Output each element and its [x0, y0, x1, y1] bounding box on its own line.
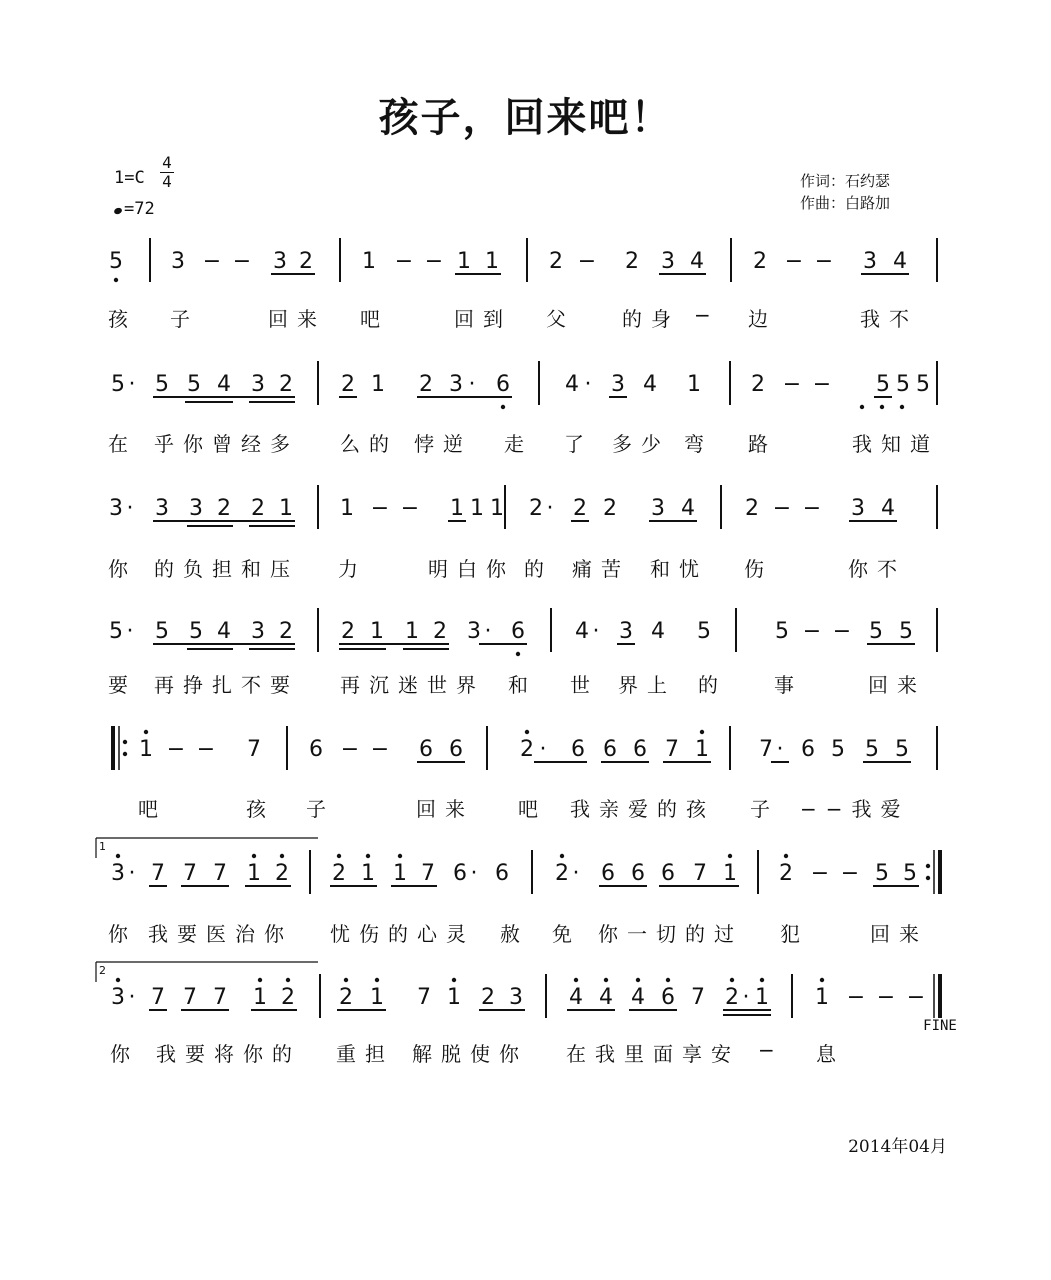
high-octave-dot — [730, 978, 734, 982]
lyric-syllables: 走 — [504, 432, 533, 456]
note-symbol: 7 — [691, 985, 705, 1010]
high-octave-dot — [636, 978, 640, 982]
volta-number: 1 — [99, 840, 106, 853]
lyric-syllables: 我不 — [860, 307, 918, 331]
lyric-syllables: 我亲爱的孩 — [570, 797, 715, 821]
note-symbol: 3 — [189, 496, 203, 521]
note-symbol: 1 — [687, 372, 701, 397]
note-symbol: 2 — [725, 985, 739, 1010]
note-symbol: 1 — [393, 861, 407, 886]
composer-credit: 作曲：白路加 — [800, 194, 891, 212]
dash-mark: − — [424, 249, 444, 274]
note-symbol: 1 — [695, 737, 709, 762]
note-symbol: 6 — [496, 372, 510, 397]
augmentation-dot: · — [128, 372, 136, 397]
note-symbol: 2 — [751, 372, 765, 397]
note-symbol: 6 — [495, 861, 509, 886]
lyric-syllables: 父 — [546, 307, 575, 331]
lyric-syllables: 我要将你的 — [156, 1042, 301, 1066]
lyric-syllables: 边 — [748, 307, 777, 331]
note-symbol: 2 — [281, 985, 295, 1010]
note-symbol: 4 — [599, 985, 613, 1010]
note-symbol: 5 — [869, 619, 883, 644]
high-octave-dot — [280, 854, 284, 858]
lyric-syllables: 解脱使你 — [412, 1042, 528, 1066]
note-symbol: 5 — [916, 372, 930, 397]
lyric-syllables: 我知道 — [852, 432, 939, 456]
note-symbol: 1 — [362, 249, 376, 274]
high-octave-dot — [784, 854, 788, 858]
song-title: 孩子，回来吧！ — [378, 95, 673, 141]
lyricist-credit: 作词：石约瑟 — [800, 172, 891, 190]
note-symbol: 3 — [273, 249, 287, 274]
note-symbol: 1 — [815, 985, 829, 1010]
lyric-syllables: 路 — [748, 432, 777, 456]
time-signature-bottom: 4 — [162, 172, 172, 191]
note-symbol: 5 — [697, 619, 711, 644]
fine-marking: FINE — [923, 1018, 957, 1034]
composition-date: 2014年04月 — [848, 1137, 947, 1157]
repeat-dot — [123, 740, 127, 744]
augmentation-dot: · — [584, 372, 592, 397]
lyric-syllables: 重担 — [336, 1042, 394, 1066]
dash-mark: − — [812, 372, 832, 397]
lyric-syllables: 悖逆 — [414, 432, 472, 456]
note-symbol: 5 — [903, 861, 917, 886]
high-octave-dot — [252, 854, 256, 858]
note-symbol: 6 — [631, 861, 645, 886]
augmentation-dot: · — [128, 985, 136, 1010]
note-symbol: 6 — [801, 737, 815, 762]
note-symbol: 3 — [111, 861, 125, 886]
note-symbol: 2 — [555, 861, 569, 886]
key-signature: 1=C — [114, 168, 145, 188]
dash-mark: − — [772, 496, 792, 521]
note-symbol: 1 — [253, 985, 267, 1010]
high-octave-dot — [604, 978, 608, 982]
note-symbol: 6 — [601, 861, 615, 886]
repeat-dot — [926, 876, 930, 880]
dash-mark: − — [370, 737, 390, 762]
high-octave-dot — [820, 978, 824, 982]
augmentation-dot: · — [742, 985, 750, 1010]
note-symbol: 1 — [405, 619, 419, 644]
note-symbol: 6 — [453, 861, 467, 886]
lyric-syllables: 忧伤的心灵 — [330, 922, 475, 946]
lyric-syllables: 回到 — [454, 307, 512, 331]
high-octave-dot — [375, 978, 379, 982]
volta-number: 2 — [99, 964, 106, 977]
lyric-syllables: 你 — [108, 557, 137, 581]
augmentation-dot: · — [546, 496, 554, 521]
note-symbol: 1 — [450, 496, 464, 521]
dash-mark: − — [370, 496, 390, 521]
note-symbol: 7 — [665, 737, 679, 762]
high-octave-dot — [116, 854, 120, 858]
dash-mark: − — [810, 861, 830, 886]
note-symbol: 2 — [339, 985, 353, 1010]
lyric-syllables: 回来 — [868, 673, 926, 697]
lyric-syllables: 子 — [170, 307, 199, 331]
note-symbol: 2 — [573, 496, 587, 521]
note-symbol: 3 — [111, 985, 125, 1010]
note-symbol: 7 — [213, 985, 227, 1010]
note-symbol: 4 — [631, 985, 645, 1010]
note-symbol: 3 — [467, 619, 481, 644]
note-symbol: 2 — [251, 496, 265, 521]
dash-mark: − — [814, 249, 834, 274]
note-symbol: 1 — [470, 496, 484, 521]
note-symbol: 2 — [279, 372, 293, 397]
note-symbol: 1 — [485, 249, 499, 274]
lyric-syllables: 免 — [552, 922, 581, 946]
note-symbol: 4 — [881, 496, 895, 521]
note-symbol: 1 — [340, 496, 354, 521]
note-symbol: 4 — [575, 619, 589, 644]
dash-mark: − — [846, 985, 866, 1010]
lyric-syllables: 你不 — [848, 557, 906, 581]
augmentation-dot: · — [592, 619, 600, 644]
dash-mark: − — [782, 372, 802, 397]
note-symbol: 7 — [151, 985, 165, 1010]
lyric-syllables: 明白你 — [428, 557, 515, 581]
note-symbol: 2 — [419, 372, 433, 397]
high-octave-dot — [286, 978, 290, 982]
dash-mark: − — [906, 985, 926, 1010]
note-symbol: 2 — [745, 496, 759, 521]
note-symbol: 2 — [520, 737, 534, 762]
note-symbol: 2 — [341, 619, 355, 644]
lyric-syllables: 痛苦 — [572, 557, 630, 581]
lyric-syllables: −−我爱 — [800, 797, 910, 821]
note-symbol: 1 — [755, 985, 769, 1010]
note-symbol: 5 — [109, 249, 123, 274]
note-symbol: 5 — [875, 861, 889, 886]
note-symbol: 2 — [332, 861, 346, 886]
note-symbol: 1 — [371, 372, 385, 397]
lyric-syllables: 事 — [774, 673, 803, 697]
augmentation-dot: · — [126, 496, 134, 521]
note-symbol: 2 — [433, 619, 447, 644]
note-symbol: 5 — [189, 619, 203, 644]
lyric-syllables: 的 — [524, 557, 553, 581]
lyric-syllables: 你 — [110, 1042, 139, 1066]
lyric-syllables: − — [758, 1038, 784, 1062]
note-symbol: 7 — [151, 861, 165, 886]
augmentation-dot: · — [572, 861, 580, 886]
dash-mark: − — [340, 737, 360, 762]
note-symbol: 2 — [481, 985, 495, 1010]
repeat-dot — [123, 752, 127, 756]
dash-mark: − — [802, 496, 822, 521]
lyric-syllables: 子 — [750, 797, 779, 821]
dash-mark: − — [802, 619, 822, 644]
lyric-syllables: 了 — [564, 432, 593, 456]
note-symbol: 2 — [549, 249, 563, 274]
high-octave-dot — [344, 978, 348, 982]
note-symbol: 6 — [419, 737, 433, 762]
note-symbol: 3 — [109, 496, 123, 521]
high-octave-dot — [258, 978, 262, 982]
augmentation-dot: · — [128, 861, 136, 886]
high-octave-dot — [144, 730, 148, 734]
dash-mark: − — [202, 249, 222, 274]
note-symbol: 3 — [449, 372, 463, 397]
note-symbol: 3 — [251, 619, 265, 644]
lyric-syllables: 的负担和压 — [154, 557, 299, 581]
note-symbol: 5 — [109, 619, 123, 644]
note-symbol: 3 — [619, 619, 633, 644]
note-symbol: 5 — [155, 619, 169, 644]
note-symbol: 1 — [457, 249, 471, 274]
lyric-syllables: 你 — [108, 922, 137, 946]
lyric-syllables: 你一切的过 — [598, 922, 743, 946]
note-symbol: 2 — [779, 861, 793, 886]
note-symbol: 3 — [251, 372, 265, 397]
high-octave-dot — [700, 730, 704, 734]
note-symbol: 3 — [851, 496, 865, 521]
dash-mark: − — [196, 737, 216, 762]
augmentation-dot: · — [126, 619, 134, 644]
note-symbol: 7 — [183, 861, 197, 886]
note-symbol: 3 — [661, 249, 675, 274]
note-symbol: 4 — [681, 496, 695, 521]
lyric-syllables: 赦 — [500, 922, 529, 946]
lyric-syllables: 弯 — [684, 432, 713, 456]
high-octave-dot — [760, 978, 764, 982]
lyric-syllables: 回来 — [268, 307, 326, 331]
note-symbol: 3 — [509, 985, 523, 1010]
note-symbol: 5 — [155, 372, 169, 397]
lyric-syllables: 世 — [570, 673, 599, 697]
note-symbol: 2 — [279, 619, 293, 644]
note-symbol: 4 — [569, 985, 583, 1010]
augmentation-dot: · — [776, 737, 784, 762]
note-symbol: 7 — [183, 985, 197, 1010]
lyric-syllables: 伤 — [744, 557, 773, 581]
note-symbol: 1 — [723, 861, 737, 886]
high-octave-dot — [560, 854, 564, 858]
note-symbol: 5 — [895, 737, 909, 762]
lyric-syllables: 和忧 — [650, 557, 708, 581]
dash-mark: − — [577, 249, 597, 274]
lyric-syllables: 犯 — [780, 922, 809, 946]
note-symbol: 3 — [611, 372, 625, 397]
note-symbol: 7 — [693, 861, 707, 886]
note-symbol: 7 — [759, 737, 773, 762]
high-octave-dot — [337, 854, 341, 858]
note-symbol: 2 — [529, 496, 543, 521]
note-symbol: 7 — [417, 985, 431, 1010]
note-symbol: 1 — [279, 496, 293, 521]
augmentation-dot: · — [539, 737, 547, 762]
dash-mark: − — [840, 861, 860, 886]
dash-mark: − — [832, 619, 852, 644]
note-symbol: 1 — [247, 861, 261, 886]
note-symbol: 2 — [625, 249, 639, 274]
note-symbol: 7 — [247, 737, 261, 762]
note-symbol: 4 — [217, 372, 231, 397]
note-symbol: 5 — [831, 737, 845, 762]
note-symbol: 5 — [187, 372, 201, 397]
low-octave-dot — [860, 405, 864, 409]
lyric-syllables: 吧 — [360, 307, 389, 331]
low-octave-dot — [501, 405, 505, 409]
lyric-syllables: 孩 — [108, 307, 137, 331]
note-symbol: 5 — [775, 619, 789, 644]
note-symbol: 4 — [651, 619, 665, 644]
note-symbol: 6 — [661, 985, 675, 1010]
lyric-syllables: 我要医治你 — [148, 922, 293, 946]
note-symbol: 2 — [341, 372, 355, 397]
note-symbol: 2 — [753, 249, 767, 274]
note-symbol: 3 — [171, 249, 185, 274]
lyric-syllables: 多少 — [612, 432, 670, 456]
tempo-value: =72 — [124, 199, 155, 219]
note-symbol: 6 — [309, 737, 323, 762]
low-octave-dot — [114, 278, 118, 282]
lyric-syllables: 的 — [698, 673, 727, 697]
note-symbol: 3 — [651, 496, 665, 521]
dash-mark: − — [232, 249, 252, 274]
lyric-syllables: 乎你曾经多 — [154, 432, 299, 456]
note-symbol: 6 — [511, 619, 525, 644]
note-symbol: 7 — [213, 861, 227, 886]
lyric-syllables: 力 — [338, 557, 367, 581]
note-symbol: 1 — [370, 985, 384, 1010]
note-symbol: 3 — [863, 249, 877, 274]
low-octave-dot — [900, 405, 904, 409]
low-octave-dot — [516, 652, 520, 656]
note-symbol: 4 — [690, 249, 704, 274]
augmentation-dot: · — [470, 861, 478, 886]
high-octave-dot — [728, 854, 732, 858]
note-symbol: 1 — [361, 861, 375, 886]
lyric-syllables: − — [694, 303, 720, 327]
lyric-syllables: 的身 — [622, 307, 680, 331]
dash-mark: − — [166, 737, 186, 762]
lyric-syllables: 在我里面享安 — [566, 1042, 740, 1066]
dash-mark: − — [876, 985, 896, 1010]
note-symbol: 6 — [633, 737, 647, 762]
note-symbol: 1 — [139, 737, 153, 762]
high-octave-dot — [398, 854, 402, 858]
repeat-dot — [926, 864, 930, 868]
note-symbol: 1 — [447, 985, 461, 1010]
low-octave-dot — [880, 405, 884, 409]
note-symbol: 3 — [155, 496, 169, 521]
lyric-syllables: 再挣扎不要 — [154, 673, 299, 697]
high-octave-dot — [666, 978, 670, 982]
lyric-syllables: 和 — [508, 673, 537, 697]
high-octave-dot — [116, 978, 120, 982]
note-symbol: 2 — [603, 496, 617, 521]
note-symbol: 2 — [217, 496, 231, 521]
note-symbol: 5 — [111, 372, 125, 397]
lyric-syllables: 子 — [306, 797, 335, 821]
high-octave-dot — [366, 854, 370, 858]
note-symbol: 2 — [275, 861, 289, 886]
note-symbol: 1 — [370, 619, 384, 644]
lyric-syllables: 界上 — [618, 673, 676, 697]
lyric-syllables: 吧 — [518, 797, 547, 821]
lyric-syllables: 孩 — [246, 797, 275, 821]
dash-mark: − — [394, 249, 414, 274]
lyric-syllables: 要 — [108, 673, 137, 697]
lyric-syllables: 在 — [108, 432, 137, 456]
note-symbol: 1 — [490, 496, 504, 521]
lyric-syllables: 回来 — [870, 922, 928, 946]
dash-mark: − — [784, 249, 804, 274]
note-symbol: 4 — [643, 372, 657, 397]
note-symbol: 6 — [571, 737, 585, 762]
lyric-syllables: 么的 — [340, 432, 398, 456]
lyric-syllables: 吧 — [138, 797, 167, 821]
note-symbol: 5 — [865, 737, 879, 762]
note-symbol: 6 — [603, 737, 617, 762]
high-octave-dot — [525, 730, 529, 734]
high-octave-dot — [574, 978, 578, 982]
note-symbol: 4 — [217, 619, 231, 644]
note-symbol: 4 — [565, 372, 579, 397]
augmentation-dot: · — [484, 619, 492, 644]
augmentation-dot: · — [468, 372, 476, 397]
note-symbol: 6 — [661, 861, 675, 886]
note-symbol: 6 — [449, 737, 463, 762]
lyric-syllables: 息 — [816, 1042, 845, 1066]
high-octave-dot — [452, 978, 456, 982]
note-symbol: 4 — [893, 249, 907, 274]
lyric-syllables: 回来 — [416, 797, 474, 821]
dash-mark: − — [400, 496, 420, 521]
lyric-syllables: 再沉迷世界 — [340, 673, 485, 697]
note-symbol: 5 — [896, 372, 910, 397]
note-symbol: 5 — [876, 372, 890, 397]
note-symbol: 7 — [421, 861, 435, 886]
note-symbol: 2 — [299, 249, 313, 274]
time-signature-top: 4 — [162, 153, 172, 172]
note-symbol: 5 — [899, 619, 913, 644]
